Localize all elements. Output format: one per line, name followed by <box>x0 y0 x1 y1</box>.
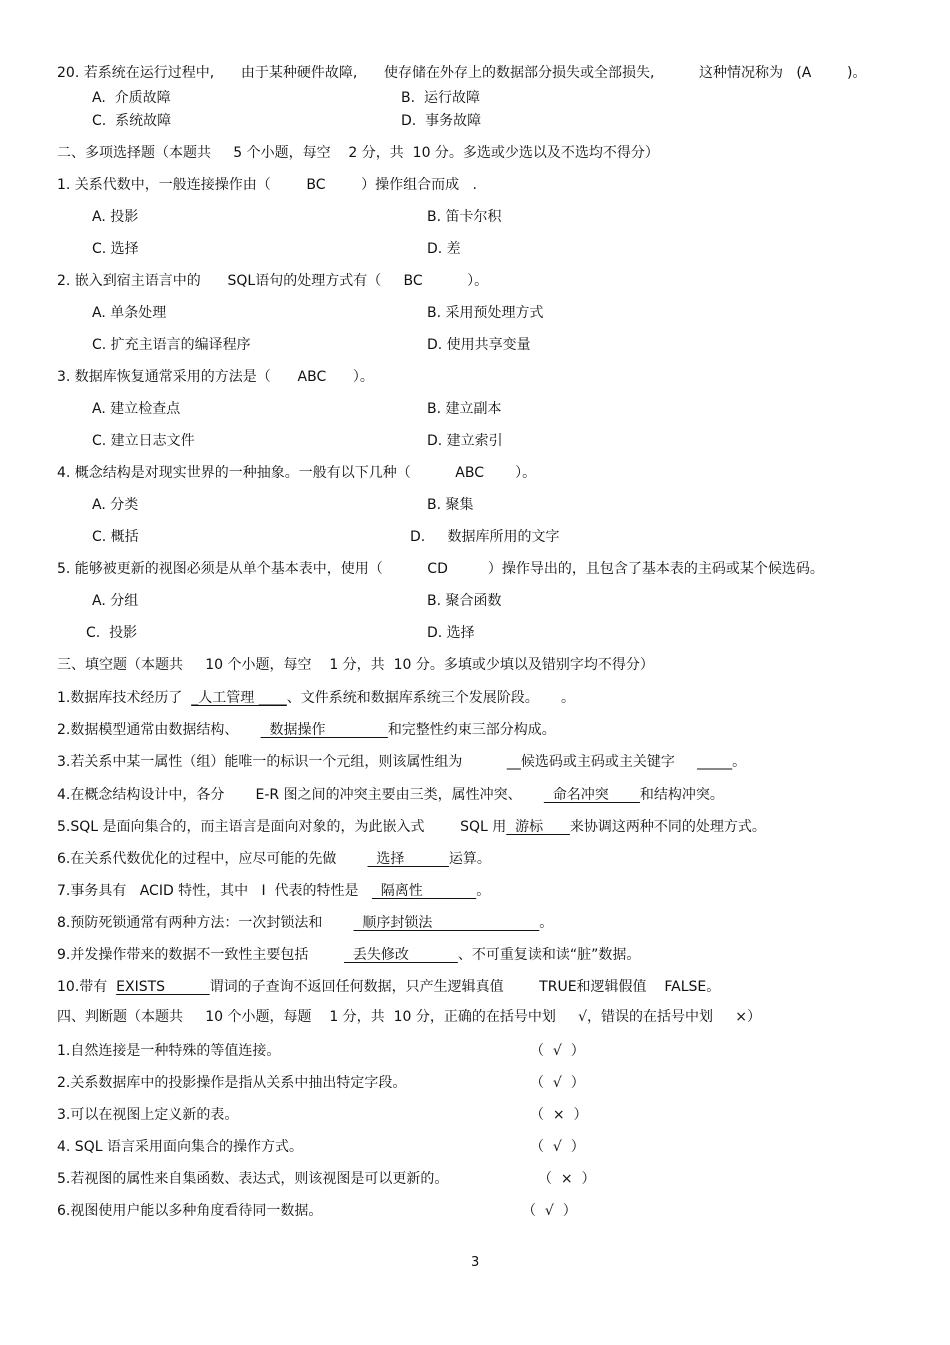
s2-q4-option-a: A. 分类 <box>92 497 139 513</box>
s2-q2-option-d: D. 使用共享变量 <box>427 337 531 353</box>
q20-option-b: B. 运行故障 <box>401 90 480 106</box>
q20-option-c: C. 系统故障 <box>92 113 172 129</box>
s4-item-4-mark: （ √ ） <box>530 1139 585 1155</box>
s2-q1-stem: 1. 关系代数中，一般连接操作由（ BC ）操作组合而成 . <box>57 177 477 193</box>
s3-item-1-text: 1.数据库技术经历了 <box>57 690 192 706</box>
s3-item-10-text-end: 谓词的子查询不返回任何数据，只产生逻辑真值 TRUE和逻辑假值 FALSE。 <box>209 979 721 995</box>
q20-stem: 20. 若系统在运行过程中, 由于某种硬件故障, 使存储在外存上的数据部分损失或全部损失, 这种情况称为 (A )。 <box>57 65 867 81</box>
s3-item-6-text-end: 运算。 <box>448 851 491 867</box>
s3-item-3-answer: __候选码或主码或主关键字 _____ <box>506 754 733 770</box>
s3-item-2-text: 2.数据模型通常由数据结构、 <box>57 722 261 738</box>
s3-item-3-text: 3.若关系中某一属性（组）能唯一的标识一个元组，则该属性组为 <box>57 754 507 770</box>
s3-item-7-answer: 隔离性 <box>371 883 477 899</box>
s4-item-4-text: 4. SQL 语言采用面向集合的操作方式。 <box>57 1139 303 1155</box>
s4-item-2-mark: （ √ ） <box>530 1075 585 1091</box>
s2-q3-option-d: D. 建立索引 <box>427 433 503 449</box>
s4-item-6-text: 6.视图使用户能以多种角度看待同一数据。 <box>57 1203 323 1219</box>
s3-item-6 <box>57 850 491 868</box>
s3-item-4 <box>57 786 724 804</box>
s2-q4-option-b: B. 聚集 <box>427 497 474 513</box>
s3-item-10 <box>57 978 720 996</box>
s3-item-1 <box>57 689 575 707</box>
s2-q4-option-c: C. 概括 <box>92 529 139 545</box>
s2-q1-option-c: C. 选择 <box>92 241 139 257</box>
s3-item-3-text-end: 。 <box>732 754 747 770</box>
section2-title: 二、多项选择题（本题共 5 个小题，每空 2 分，共 10 分。多选或少选以及不选均不得分） <box>57 145 659 161</box>
s3-item-2 <box>57 721 556 739</box>
s2-q1-option-b: B. 笛卡尔积 <box>427 209 502 225</box>
s4-item-1-mark: （ √ ） <box>530 1043 585 1059</box>
s2-q3-option-b: B. 建立副本 <box>427 401 502 417</box>
s3-item-6-answer: 选择 <box>367 851 449 867</box>
s2-q5-option-c: C. 投影 <box>86 625 138 641</box>
s2-q3-option-c: C. 建立日志文件 <box>92 433 195 449</box>
s4-item-6-mark: （ √ ） <box>522 1203 577 1219</box>
s3-item-9-text: 9.并发操作带来的数据不一致性主要包括 <box>57 947 344 963</box>
s4-item-3-text: 3.可以在视图上定义新的表。 <box>57 1107 239 1123</box>
s4-item-3-mark: （ × ） <box>530 1107 588 1123</box>
s3-item-4-text: 4.在概念结构设计中，各分 E-R 图之间的冲突主要由三类，属性冲突、 <box>57 787 544 803</box>
s2-q4-option-d: D. 数据库所用的文字 <box>410 529 560 545</box>
s3-item-2-answer: 数据操作 <box>260 722 388 738</box>
s2-q2-option-c: C. 扩充主语言的编译程序 <box>92 337 251 353</box>
s3-item-7-text: 7.事务具有 ACID 特性，其中 I 代表的特性是 <box>57 883 372 899</box>
s3-item-7 <box>57 882 490 900</box>
s3-item-7-text-end: 。 <box>476 883 491 899</box>
s4-item-2-text: 2.关系数据库中的投影操作是指从关系中抽出特定字段。 <box>57 1075 407 1091</box>
s3-item-9-answer: 丢失修改 <box>343 947 458 963</box>
s3-item-4-text-end: 和结构冲突。 <box>639 787 724 803</box>
s3-item-6-text: 6.在关系代数优化的过程中，应尽可能的先做 <box>57 851 368 867</box>
s3-item-2-text-end: 和完整性约束三部分构成。 <box>387 722 556 738</box>
s3-item-1-text-end: 、文件系统和数据库系统三个发展阶段。 。 <box>286 690 575 706</box>
q20-option-a: A. 介质故障 <box>92 90 171 106</box>
s3-item-8-text: 8.预防死锁通常有两种方法：一次封锁法和 <box>57 915 354 931</box>
s3-item-8-answer: 顺序封锁法 <box>353 915 540 931</box>
s2-q2-stem: 2. 嵌入到宿主语言中的 SQL语句的处理方式有（ BC ）。 <box>57 273 489 289</box>
s4-item-5-text: 5.若视图的属性来自集函数、表达式，则该视图是可以更新的。 <box>57 1171 449 1187</box>
s3-item-3 <box>57 753 746 771</box>
s2-q1-option-d: D. 差 <box>427 241 461 257</box>
s3-item-5-text-end: 来协调这两种不同的处理方式。 <box>569 819 766 835</box>
s2-q5-option-a: A. 分组 <box>92 593 139 609</box>
s3-item-5 <box>57 818 766 836</box>
s3-item-5-text: 5.SQL 是面向集合的，而主语言是面向对象的，为此嵌入式 SQL 用 <box>57 819 507 835</box>
s3-item-9 <box>57 946 640 964</box>
s2-q4-stem: 4. 概念结构是对现实世界的一种抽象。一般有以下几种（ ABC ）。 <box>57 465 537 481</box>
s3-item-9-text-end: 、不可重复读和读“脏”数据。 <box>457 947 641 963</box>
s2-q3-option-a: A. 建立检查点 <box>92 401 181 417</box>
s2-q3-stem: 3. 数据库恢复通常采用的方法是（ ABC ）。 <box>57 369 374 385</box>
page-number: 3 <box>471 1255 480 1270</box>
s3-item-10-answer: EXISTS <box>116 979 210 995</box>
section4-title: 四、判断题（本题共 10 个小题，每题 1 分，共 10 分，正确的在括号中划 √，错误的在括号中划 ×） <box>57 1009 761 1025</box>
s3-item-1-answer: _人工管理 ____ <box>191 690 287 706</box>
s3-item-8-text-end: 。 <box>539 915 554 931</box>
s2-q5-option-b: B. 聚合函数 <box>427 593 502 609</box>
s3-item-4-answer: 命名冲突 <box>543 787 640 803</box>
s4-item-5-mark: （ × ） <box>538 1171 596 1187</box>
s2-q5-option-d: D. 选择 <box>427 625 475 641</box>
s3-item-5-answer: 游标 <box>506 819 570 835</box>
s2-q5-stem: 5. 能够被更新的视图必须是从单个基本表中，使用（ CD ）操作导出的，且包含了基本表的主码或某个候选码。 <box>57 561 824 577</box>
s4-item-1-text: 1.自然连接是一种特殊的等值连接。 <box>57 1043 281 1059</box>
s2-q2-option-a: A. 单条处理 <box>92 305 167 321</box>
s3-item-10-text: 10.带有 <box>57 979 117 995</box>
s3-item-8 <box>57 914 553 932</box>
section3-title: 三、填空题（本题共 10 个小题，每空 1 分，共 10 分。多填或少填以及错别字均不得分） <box>57 657 654 673</box>
s2-q2-option-b: B. 采用预处理方式 <box>427 305 544 321</box>
s2-q1-option-a: A. 投影 <box>92 209 139 225</box>
q20-option-d: D. 事务故障 <box>401 113 482 129</box>
